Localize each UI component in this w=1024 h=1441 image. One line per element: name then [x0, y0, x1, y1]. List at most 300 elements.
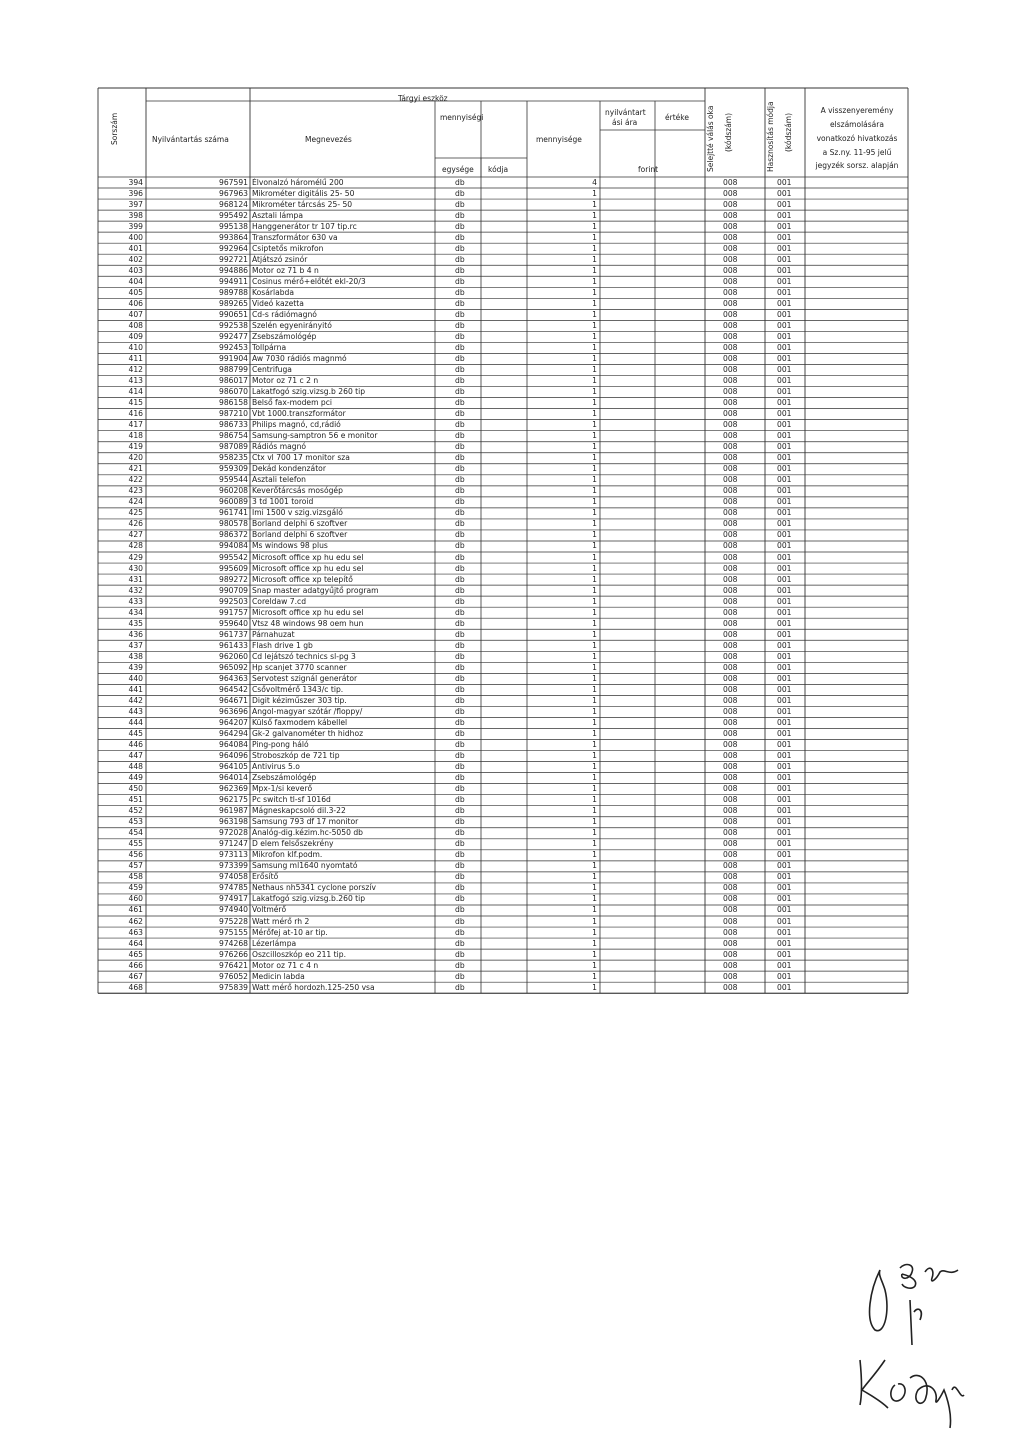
row-mennyiseg: 1	[592, 563, 597, 573]
row-megnevezes: Zsebszámológép	[252, 331, 317, 341]
table-row	[0, 983, 1024, 994]
row-nyilvantartas-szam: 964084	[219, 740, 248, 750]
row-sorszam: 415	[128, 398, 143, 408]
row-mennyiseg: 4	[592, 177, 597, 187]
row-hasznositas-kod: 001	[777, 740, 792, 750]
row-megnevezes: Zsebszámológép	[252, 773, 317, 783]
row-mennyiseg: 1	[592, 464, 597, 474]
row-sorszam: 394	[128, 177, 143, 187]
row-hasznositas-kod: 001	[777, 806, 792, 816]
row-mennyiseg: 1	[592, 651, 597, 661]
row-megnevezes: Asztali telefon	[252, 475, 306, 485]
row-sorszam: 451	[128, 795, 143, 805]
row-nyilvantartas-szam: 964096	[219, 751, 248, 761]
table-row	[0, 883, 1024, 894]
row-selejt-kod: 008	[723, 376, 738, 386]
row-selejt-kod: 008	[723, 574, 738, 584]
row-nyilvantartas-szam: 989272	[219, 574, 248, 584]
table-row	[0, 420, 1024, 431]
row-egyseg: db	[455, 662, 465, 672]
row-megnevezes: Rádiós magnó	[252, 442, 307, 452]
row-selejt-kod: 008	[723, 199, 738, 209]
row-mennyiseg: 1	[592, 541, 597, 551]
table-row	[0, 718, 1024, 729]
row-selejt-kod: 008	[723, 784, 738, 794]
row-egyseg: db	[455, 585, 465, 595]
row-egyseg: db	[455, 971, 465, 981]
row-selejt-kod: 008	[723, 949, 738, 959]
table-row	[0, 696, 1024, 707]
table-row	[0, 343, 1024, 354]
row-hasznositas-kod: 001	[777, 409, 792, 419]
row-megnevezes: Borland delphi 6 szoftver	[252, 530, 348, 540]
row-egyseg: db	[455, 376, 465, 386]
header-forint: forint	[638, 165, 659, 174]
header-kodja: kódja	[488, 165, 509, 174]
row-nyilvantartas-szam: 992477	[219, 331, 248, 341]
row-megnevezes: D elem felsőszekrény	[252, 839, 334, 849]
row-megnevezes: Imi 1500 v szig.vizsgáló	[252, 508, 343, 518]
row-megnevezes: Servotest szignál generátor	[252, 673, 358, 683]
row-sorszam: 442	[128, 695, 143, 705]
row-mennyiseg: 1	[592, 530, 597, 540]
row-hasznositas-kod: 001	[777, 773, 792, 783]
row-egyseg: db	[455, 695, 465, 705]
row-mennyiseg: 1	[592, 684, 597, 694]
row-egyseg: db	[455, 508, 465, 518]
row-egyseg: db	[455, 806, 465, 816]
row-nyilvantartas-szam: 967963	[219, 188, 248, 198]
table-row	[0, 564, 1024, 575]
row-megnevezes: Csővoltmérő 1343/c tip.	[252, 684, 344, 694]
table-row	[0, 641, 1024, 652]
row-sorszam: 449	[128, 773, 143, 783]
table-row	[0, 674, 1024, 685]
row-selejt-kod: 008	[723, 927, 738, 937]
row-megnevezes: Cd-s rádiómagnó	[252, 309, 317, 319]
row-hasznositas-kod: 001	[777, 905, 792, 915]
row-sorszam: 408	[128, 320, 143, 330]
row-egyseg: db	[455, 287, 465, 297]
row-sorszam: 458	[128, 872, 143, 882]
table-row	[0, 277, 1024, 288]
row-egyseg: db	[455, 409, 465, 419]
row-selejt-kod: 008	[723, 684, 738, 694]
row-egyseg: db	[455, 905, 465, 915]
table-row	[0, 795, 1024, 806]
row-egyseg: db	[455, 541, 465, 551]
row-sorszam: 407	[128, 309, 143, 319]
row-megnevezes: Ping-pong háló	[252, 740, 309, 750]
row-nyilvantartas-szam: 976421	[219, 960, 248, 970]
row-egyseg: db	[455, 927, 465, 937]
row-sorszam: 400	[128, 232, 143, 242]
row-egyseg: db	[455, 177, 465, 187]
row-egyseg: db	[455, 684, 465, 694]
row-nyilvantartas-szam: 960089	[219, 497, 248, 507]
row-egyseg: db	[455, 960, 465, 970]
row-hasznositas-kod: 001	[777, 530, 792, 540]
row-nyilvantartas-szam: 959640	[219, 618, 248, 628]
table-row	[0, 740, 1024, 751]
row-nyilvantartas-szam: 959309	[219, 464, 248, 474]
row-hasznositas-kod: 001	[777, 817, 792, 827]
row-sorszam: 435	[128, 618, 143, 628]
row-nyilvantartas-szam: 992453	[219, 342, 248, 352]
row-egyseg: db	[455, 486, 465, 496]
row-mennyiseg: 1	[592, 971, 597, 981]
row-sorszam: 454	[128, 828, 143, 838]
row-mennyiseg: 1	[592, 398, 597, 408]
row-egyseg: db	[455, 199, 465, 209]
row-sorszam: 401	[128, 243, 143, 253]
row-selejt-kod: 008	[723, 453, 738, 463]
row-mennyiseg: 1	[592, 331, 597, 341]
row-mennyiseg: 1	[592, 298, 597, 308]
row-sorszam: 440	[128, 673, 143, 683]
row-megnevezes: Microsoft office xp hu edu sel	[252, 563, 364, 573]
row-hasznositas-kod: 001	[777, 519, 792, 529]
row-sorszam: 452	[128, 806, 143, 816]
row-egyseg: db	[455, 817, 465, 827]
row-megnevezes: Lézerlámpa	[252, 938, 297, 948]
row-sorszam: 434	[128, 607, 143, 617]
row-hasznositas-kod: 001	[777, 574, 792, 584]
row-mennyiseg: 1	[592, 673, 597, 683]
header-erteke: értéke	[665, 113, 689, 122]
row-mennyiseg: 1	[592, 508, 597, 518]
row-sorszam: 420	[128, 453, 143, 463]
table-row	[0, 486, 1024, 497]
row-sorszam: 432	[128, 585, 143, 595]
row-egyseg: db	[455, 949, 465, 959]
row-selejt-kod: 008	[723, 309, 738, 319]
row-mennyiseg: 1	[592, 905, 597, 915]
row-megnevezes: Analóg-dig.kézim.hc-5050 db	[252, 828, 363, 838]
row-hasznositas-kod: 001	[777, 949, 792, 959]
row-selejt-kod: 008	[723, 387, 738, 397]
row-nyilvantartas-szam: 995609	[219, 563, 248, 573]
row-hasznositas-kod: 001	[777, 541, 792, 551]
row-megnevezes: Digit kéziműszer 303 tip.	[252, 695, 347, 705]
row-egyseg: db	[455, 673, 465, 683]
row-nyilvantartas-szam: 986754	[219, 431, 248, 441]
table-row	[0, 354, 1024, 365]
row-megnevezes: Élvonalzó háromélű 200	[252, 177, 344, 187]
row-megnevezes: Párnahuzat	[252, 629, 295, 639]
row-mennyiseg: 1	[592, 442, 597, 452]
row-mennyiseg: 1	[592, 894, 597, 904]
row-egyseg: db	[455, 243, 465, 253]
row-hasznositas-kod: 001	[777, 398, 792, 408]
row-hasznositas-kod: 001	[777, 927, 792, 937]
row-nyilvantartas-szam: 975155	[219, 927, 248, 937]
row-megnevezes: Borland delphi 6 szoftver	[252, 519, 348, 529]
row-mennyiseg: 1	[592, 751, 597, 761]
row-sorszam: 446	[128, 740, 143, 750]
table-row	[0, 442, 1024, 453]
table-row	[0, 839, 1024, 850]
header-sorszam: Sorszám	[110, 112, 119, 145]
row-mennyiseg: 1	[592, 365, 597, 374]
row-megnevezes: Pc switch tl-sf 1016d	[252, 795, 331, 805]
row-hasznositas-kod: 001	[777, 320, 792, 330]
row-megnevezes: Antivirus 5.o	[252, 762, 300, 772]
row-mennyiseg: 1	[592, 497, 597, 507]
row-megnevezes: Belső fax-modem pci	[252, 398, 333, 408]
table-row	[0, 376, 1024, 387]
row-sorszam: 423	[128, 486, 143, 496]
row-hasznositas-kod: 001	[777, 210, 792, 220]
table-row	[0, 817, 1024, 828]
row-egyseg: db	[455, 453, 465, 463]
row-sorszam: 428	[128, 541, 143, 551]
row-megnevezes: Lakatfogó szig.vizsg.b.260 tip	[252, 894, 366, 904]
table-row	[0, 541, 1024, 552]
table-row	[0, 519, 1024, 530]
header-mennyisegi: mennyiségi	[440, 113, 484, 122]
row-megnevezes: Oszcilloszkóp eo 211 tip.	[252, 949, 346, 959]
table-row	[0, 211, 1024, 222]
row-nyilvantartas-szam: 974268	[219, 938, 248, 948]
row-egyseg: db	[455, 342, 465, 352]
row-mennyiseg: 1	[592, 872, 597, 882]
row-sorszam: 456	[128, 850, 143, 860]
row-megnevezes: Medicin labda	[252, 971, 305, 981]
row-sorszam: 426	[128, 519, 143, 529]
row-selejt-kod: 008	[723, 673, 738, 683]
row-hasznositas-kod: 001	[777, 254, 792, 264]
row-hasznositas-kod: 001	[777, 971, 792, 981]
row-sorszam: 402	[128, 254, 143, 264]
table-row	[0, 431, 1024, 442]
header-targyi-eszkoz: Tárgyi eszköz	[398, 94, 448, 103]
row-nyilvantartas-szam: 964014	[219, 773, 248, 783]
row-hasznositas-kod: 001	[777, 342, 792, 352]
row-megnevezes: Szelén egyenirányitó	[252, 320, 332, 330]
row-hasznositas-kod: 001	[777, 894, 792, 904]
row-egyseg: db	[455, 475, 465, 485]
row-hasznositas-kod: 001	[777, 795, 792, 805]
header-hasznositas-kod: (kódszám)	[784, 112, 793, 152]
row-mennyiseg: 1	[592, 949, 597, 959]
row-hasznositas-kod: 001	[777, 243, 792, 253]
row-egyseg: db	[455, 640, 465, 650]
row-mennyiseg: 1	[592, 188, 597, 198]
row-nyilvantartas-szam: 993864	[219, 232, 248, 242]
row-megnevezes: Philips magnó, cd,rádió	[252, 420, 341, 430]
row-selejt-kod: 008	[723, 365, 738, 374]
row-megnevezes: Hanggenerátor tr 107 tip.rc	[252, 221, 357, 231]
row-egyseg: db	[455, 353, 465, 363]
row-megnevezes: Microsoft office xp hu edu sel	[252, 607, 364, 617]
header-visszny-4: a Sz.ny. 11-95 jelű	[822, 148, 892, 157]
row-hasznositas-kod: 001	[777, 353, 792, 363]
row-mennyiseg: 1	[592, 839, 597, 849]
row-sorszam: 443	[128, 706, 143, 716]
row-egyseg: db	[455, 706, 465, 716]
table-row	[0, 597, 1024, 608]
row-nyilvantartas-szam: 994911	[219, 276, 248, 286]
row-hasznositas-kod: 001	[777, 298, 792, 308]
row-megnevezes: Mikrométer digitális 25- 50	[252, 188, 355, 198]
table-row	[0, 200, 1024, 211]
row-egyseg: db	[455, 795, 465, 805]
row-sorszam: 409	[128, 331, 143, 341]
row-hasznositas-kod: 001	[777, 232, 792, 242]
row-hasznositas-kod: 001	[777, 508, 792, 518]
row-nyilvantartas-szam: 992964	[219, 243, 248, 253]
row-mennyiseg: 1	[592, 729, 597, 738]
row-sorszam: 422	[128, 475, 143, 485]
header-megnevezes: Megnevezés	[305, 135, 352, 144]
row-nyilvantartas-szam: 972028	[219, 828, 248, 838]
row-mennyiseg: 1	[592, 850, 597, 860]
table-row	[0, 619, 1024, 630]
row-selejt-kod: 008	[723, 916, 738, 926]
row-hasznositas-kod: 001	[777, 331, 792, 341]
row-sorszam: 431	[128, 574, 143, 584]
row-megnevezes: Mpx-1/si keverő	[252, 784, 313, 794]
row-nyilvantartas-szam: 973399	[219, 861, 248, 871]
row-mennyiseg: 1	[592, 221, 597, 231]
row-nyilvantartas-szam: 980578	[219, 519, 248, 529]
row-selejt-kod: 008	[723, 618, 738, 628]
row-selejt-kod: 008	[723, 982, 738, 992]
table-row	[0, 608, 1024, 619]
row-egyseg: db	[455, 398, 465, 408]
row-sorszam: 413	[128, 376, 143, 386]
row-nyilvantartas-szam: 988799	[219, 365, 248, 374]
row-selejt-kod: 008	[723, 442, 738, 452]
row-selejt-kod: 008	[723, 431, 738, 441]
row-selejt-kod: 008	[723, 464, 738, 474]
row-egyseg: db	[455, 784, 465, 794]
row-nyilvantartas-szam: 974917	[219, 894, 248, 904]
table-row	[0, 266, 1024, 277]
table-row	[0, 773, 1024, 784]
row-sorszam: 445	[128, 729, 143, 738]
row-nyilvantartas-szam: 961737	[219, 629, 248, 639]
row-sorszam: 460	[128, 894, 143, 904]
row-nyilvantartas-szam: 959544	[219, 475, 248, 485]
table-row	[0, 255, 1024, 266]
row-sorszam: 406	[128, 298, 143, 308]
row-sorszam: 461	[128, 905, 143, 915]
row-egyseg: db	[455, 530, 465, 540]
row-nyilvantartas-szam: 963198	[219, 817, 248, 827]
row-hasznositas-kod: 001	[777, 751, 792, 761]
row-mennyiseg: 1	[592, 740, 597, 750]
row-egyseg: db	[455, 607, 465, 617]
row-nyilvantartas-szam: 973113	[219, 850, 248, 860]
table-row	[0, 972, 1024, 983]
row-egyseg: db	[455, 265, 465, 275]
row-mennyiseg: 1	[592, 342, 597, 352]
row-megnevezes: Watt mérő rh 2	[252, 916, 310, 926]
row-hasznositas-kod: 001	[777, 221, 792, 231]
table-row	[0, 729, 1024, 740]
table-row	[0, 233, 1024, 244]
row-selejt-kod: 008	[723, 420, 738, 430]
row-megnevezes: Erősítő	[252, 872, 279, 882]
row-selejt-kod: 008	[723, 276, 738, 286]
row-nyilvantartas-szam: 964542	[219, 684, 248, 694]
table-row	[0, 850, 1024, 861]
row-selejt-kod: 008	[723, 795, 738, 805]
row-sorszam: 430	[128, 563, 143, 573]
row-sorszam: 441	[128, 684, 143, 694]
row-sorszam: 457	[128, 861, 143, 871]
table-row	[0, 586, 1024, 597]
header-visszny-1: A visszenyeremény	[820, 106, 894, 115]
row-sorszam: 425	[128, 508, 143, 518]
table-row	[0, 497, 1024, 508]
row-nyilvantartas-szam: 964363	[219, 673, 248, 683]
row-egyseg: db	[455, 729, 465, 738]
table-row	[0, 652, 1024, 663]
table-row	[0, 762, 1024, 773]
row-sorszam: 462	[128, 916, 143, 926]
row-sorszam: 403	[128, 265, 143, 275]
row-selejt-kod: 008	[723, 762, 738, 772]
row-egyseg: db	[455, 828, 465, 838]
row-megnevezes: Lakatfogó szig.vizsg.b 260 tip	[252, 387, 366, 397]
row-megnevezes: Keverőtárcsás mosógép	[252, 486, 343, 496]
row-nyilvantartas-szam: 992503	[219, 596, 248, 606]
row-megnevezes: 3 td 1001 toroid	[252, 497, 314, 507]
row-megnevezes: Mikrofon klf.podm.	[252, 850, 323, 860]
row-selejt-kod: 008	[723, 817, 738, 827]
row-hasznositas-kod: 001	[777, 287, 792, 297]
row-megnevezes: Samsung-samptron 56 e monitor	[252, 431, 378, 441]
header-nyilvantartas: Nyilvántartás száma	[152, 135, 229, 144]
row-sorszam: 399	[128, 221, 143, 231]
row-hasznositas-kod: 001	[777, 497, 792, 507]
row-megnevezes: Vtsz 48 windows 98 oem hun	[252, 618, 364, 628]
row-mennyiseg: 1	[592, 762, 597, 772]
row-nyilvantartas-szam: 968124	[219, 199, 248, 209]
row-selejt-kod: 008	[723, 773, 738, 783]
row-megnevezes: Coreldaw 7.cd	[252, 596, 307, 606]
table-row	[0, 530, 1024, 541]
row-hasznositas-kod: 001	[777, 387, 792, 397]
row-nyilvantartas-szam: 976266	[219, 949, 248, 959]
row-egyseg: db	[455, 982, 465, 992]
row-nyilvantartas-szam: 961987	[219, 806, 248, 816]
row-megnevezes: Tollpárna	[252, 342, 287, 352]
row-hasznositas-kod: 001	[777, 607, 792, 617]
row-selejt-kod: 008	[723, 872, 738, 882]
row-hasznositas-kod: 001	[777, 673, 792, 683]
row-nyilvantartas-szam: 992721	[219, 254, 248, 264]
row-mennyiseg: 1	[592, 916, 597, 926]
row-hasznositas-kod: 001	[777, 442, 792, 452]
row-sorszam: 448	[128, 762, 143, 772]
row-selejt-kod: 008	[723, 232, 738, 242]
row-sorszam: 444	[128, 717, 143, 727]
header-selejtte: Selejtté válás oka	[706, 105, 715, 172]
row-sorszam: 437	[128, 640, 143, 650]
row-megnevezes: Kosárlabda	[252, 287, 295, 297]
row-egyseg: db	[455, 309, 465, 319]
row-selejt-kod: 008	[723, 806, 738, 816]
row-selejt-kod: 008	[723, 938, 738, 948]
row-mennyiseg: 1	[592, 232, 597, 242]
row-egyseg: db	[455, 298, 465, 308]
row-hasznositas-kod: 001	[777, 475, 792, 485]
row-selejt-kod: 008	[723, 221, 738, 231]
